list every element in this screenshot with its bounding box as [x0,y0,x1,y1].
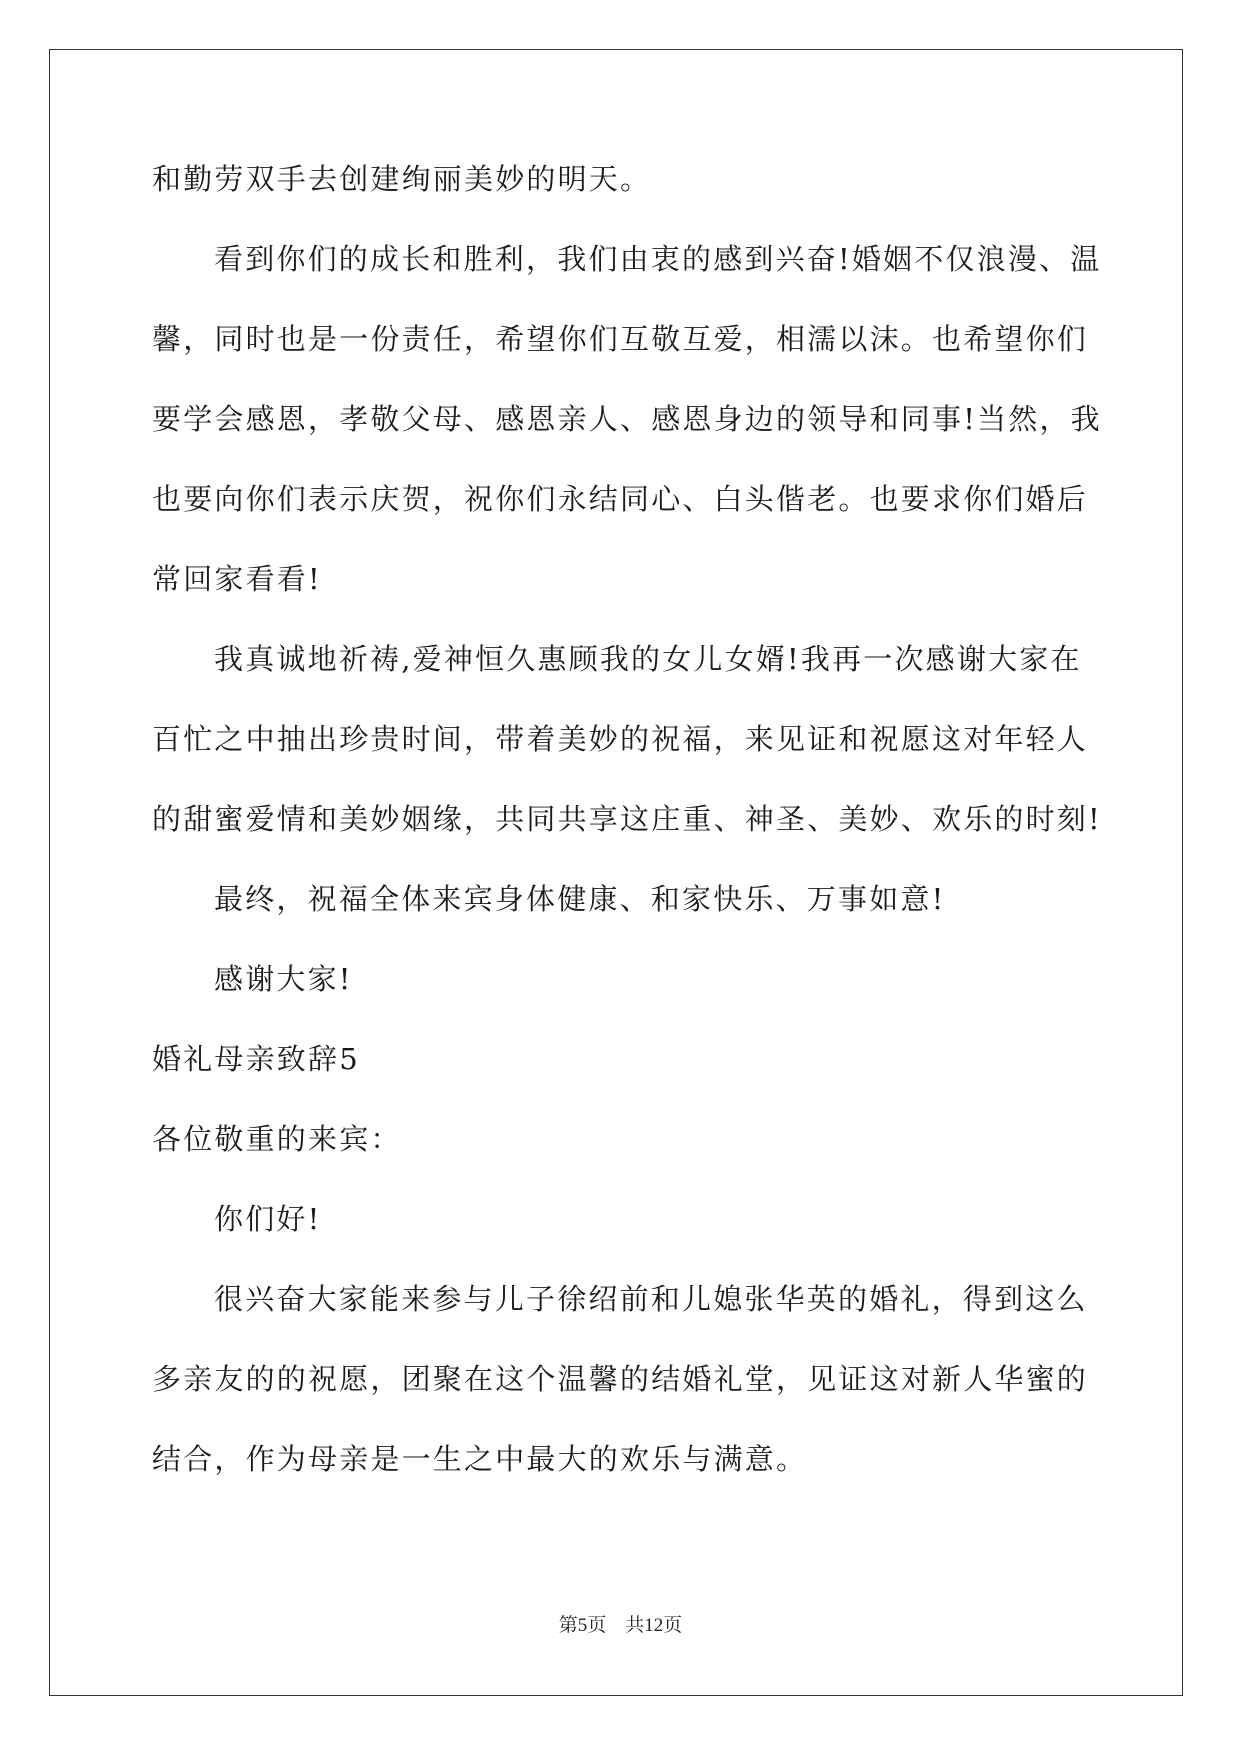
text-line: 结合，作为母亲是一生之中最大的欢乐与满意。 [152,1442,808,1476]
paragraph-start-line: 看到你们的成长和胜利，我们由衷的感到兴奋!婚姻不仅浪漫、温 [214,242,1102,276]
text-line: 多亲友的的祝愿，团聚在这个温馨的结婚礼堂，见证这对新人华蜜的 [152,1362,1089,1396]
paragraph-start-line: 我真诚地祈祷,爱神恒久惠顾我的女儿女婿!我再一次感谢大家在 [214,642,1082,676]
text-line: 要学会感恩，孝敬父母、感恩亲人、感恩身边的领导和同事!当然，我 [152,402,1102,436]
paragraph-start-line: 感谢大家! [214,962,353,996]
text-line: 的甜蜜爱情和美妙姻缘，共同共享这庄重、神圣、美妙、欢乐的时刻! [152,802,1102,836]
paragraph-start-line: 最终，祝福全体来宾身体健康、和家快乐、万事如意! [214,882,946,916]
text-line: 百忙之中抽出珍贵时间，带着美妙的祝福，来见证和祝愿这对年轻人 [152,722,1089,756]
page-number: 第5页 [558,1615,607,1636]
section-heading: 婚礼母亲致辞5 [152,1042,360,1076]
greeting-line: 你们好! [214,1202,322,1236]
text-line: 常回家看看! [152,562,322,596]
text-line: 馨，同时也是一份责任，希望你们互敬互爱，相濡以沫。也希望你们 [152,322,1089,356]
text-line: 和勤劳双手去创建绚丽美妙的明天。 [152,162,652,196]
salutation-line: 各位敬重的来宾： [152,1122,402,1156]
page-total: 共12页 [625,1615,683,1636]
paragraph-start-line: 很兴奋大家能来参与儿子徐绍前和儿媳张华英的婚礼，得到这么 [214,1282,1088,1316]
page-footer [0,1614,1241,1638]
text-line: 也要向你们表示庆贺，祝你们永结同心、白头偕老。也要求你们婚后 [152,482,1089,516]
